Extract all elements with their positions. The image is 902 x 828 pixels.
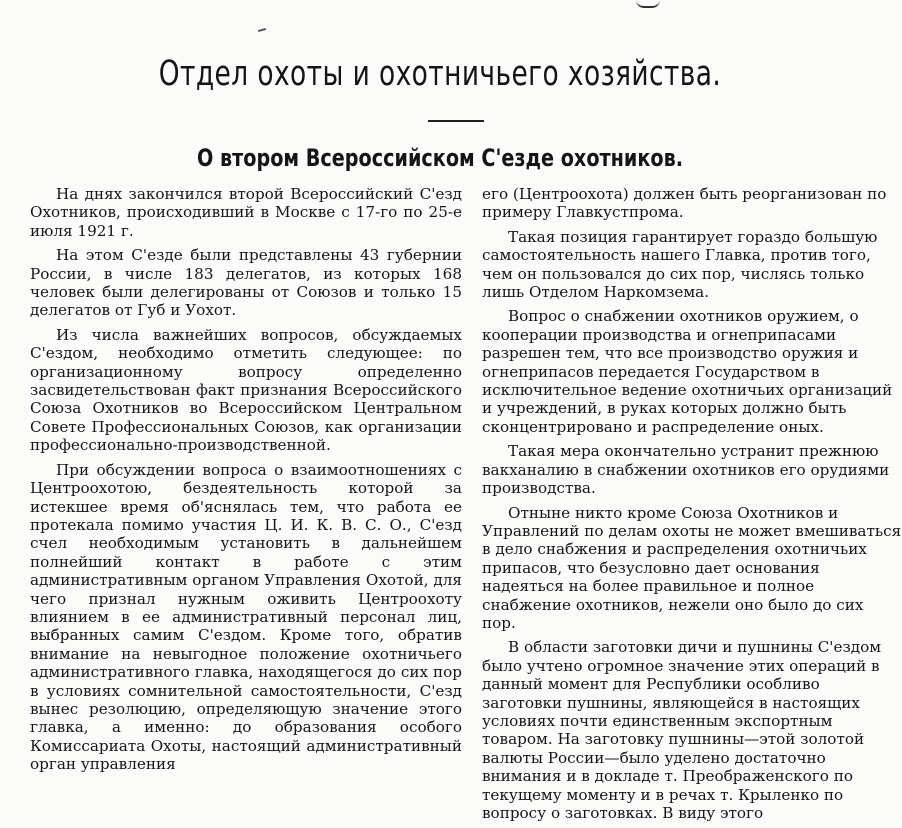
paragraph: На днях закончился второй Всероссийский С'езд Охотников, происходивший в Москве с 17-го по 25-е июля 1921 г. bbox=[30, 185, 462, 240]
paragraph: Вопрос о снабжении охотников оружием, о кооперации производства и огнеприпасами разрешен тем, что все производство оружия и огнеприпасов передается Государством в исключительное ведение охотничьих организаций и учреждений, в руках которых должно быть сконцентрировано и распределение оных. bbox=[482, 307, 893, 436]
right-column bbox=[482, 185, 902, 828]
paragraph: Такая позиция гарантирует гораздо большую самостоятельность нашего Главка, против того, чем он пользовался до сих пор, числясь только лишь Отделом Наркомзема. bbox=[482, 227, 878, 302]
paragraph: На этом С'езде были представлены 43 губернии России, в числе 183 делегатов, из которых 168 человек были делегированы от Союзов и только 15 делегатов от Губ и Уохот. bbox=[30, 246, 462, 320]
paragraph: В области заготовки дичи и пушнины С'ездом было учтено огромное значение этих операций в данный момент для Республики особливо заготовки пушнины, являющейся в настоящих условиях почти единственным экспортным товаром. На заготовку пушнины—этой золотой валюты России—было уделено достаточно внимания и в докладе т. Преображенского по текущему моменту и в речах т. Крыленко по вопросу о заготовках. В виду этого bbox=[482, 638, 882, 822]
paragraph: Такая мера окончательно устранит прежнюю вакханалию в снабжении охотников его орудиями производства. bbox=[482, 442, 890, 498]
paragraph: Из числа важнейших вопросов, обсуждаемых С'ездом, необходимо отметить следующее: по организационному вопросу определенно засвидетельствован факт признания Всероссийского Союза Охотников во Всероссийском Центральном Совете Профессиональных Союзов, как организации профессионально-производственной. bbox=[30, 325, 462, 455]
paragraph: При обсуждении вопроса о взаимоотношениях с Центроохотою, бездеятельность которой за истекшее время об'яснялась тем, что работа ее протекала помимо участия Ц. И. К. В. С. О., С'езд счел необходимым установить в дальнейшем полнейший контакт в работе с этим административным органом Управления Охотой, для чего признал нужным оживить Центроохоту влиянием в ее административный персонал лиц, выбранных самим С'ездом. Кроме того, обратив внимание на невыгодное положение охотничьего административного главка, находящегося до сих пор в условиях сомнительной самостоятельности, С'езд вынес резолюцию, определяющую значение этого главка, а именно: до образования особого Комиссариата Охоты, настоящий административный орган управления bbox=[30, 460, 462, 774]
section-title: Отдел охоты и охотничьего хозяйства. bbox=[158, 54, 722, 94]
article-title: О втором Всероссийском С'езде охотников. bbox=[196, 144, 684, 172]
paragraph: его (Центроохота) должен быть реорганизован по примеру Главкустпрома. bbox=[482, 185, 887, 222]
paragraph: Отныне никто кроме Союза Охотников и Управлений по делам охоты не может вмешиваться в дело снабжения и распределения охотничьих припасов, что безусловно дает основания надеяться на более правильное и полное снабжение охотников, нежели оно было до сих пор. bbox=[482, 503, 902, 632]
